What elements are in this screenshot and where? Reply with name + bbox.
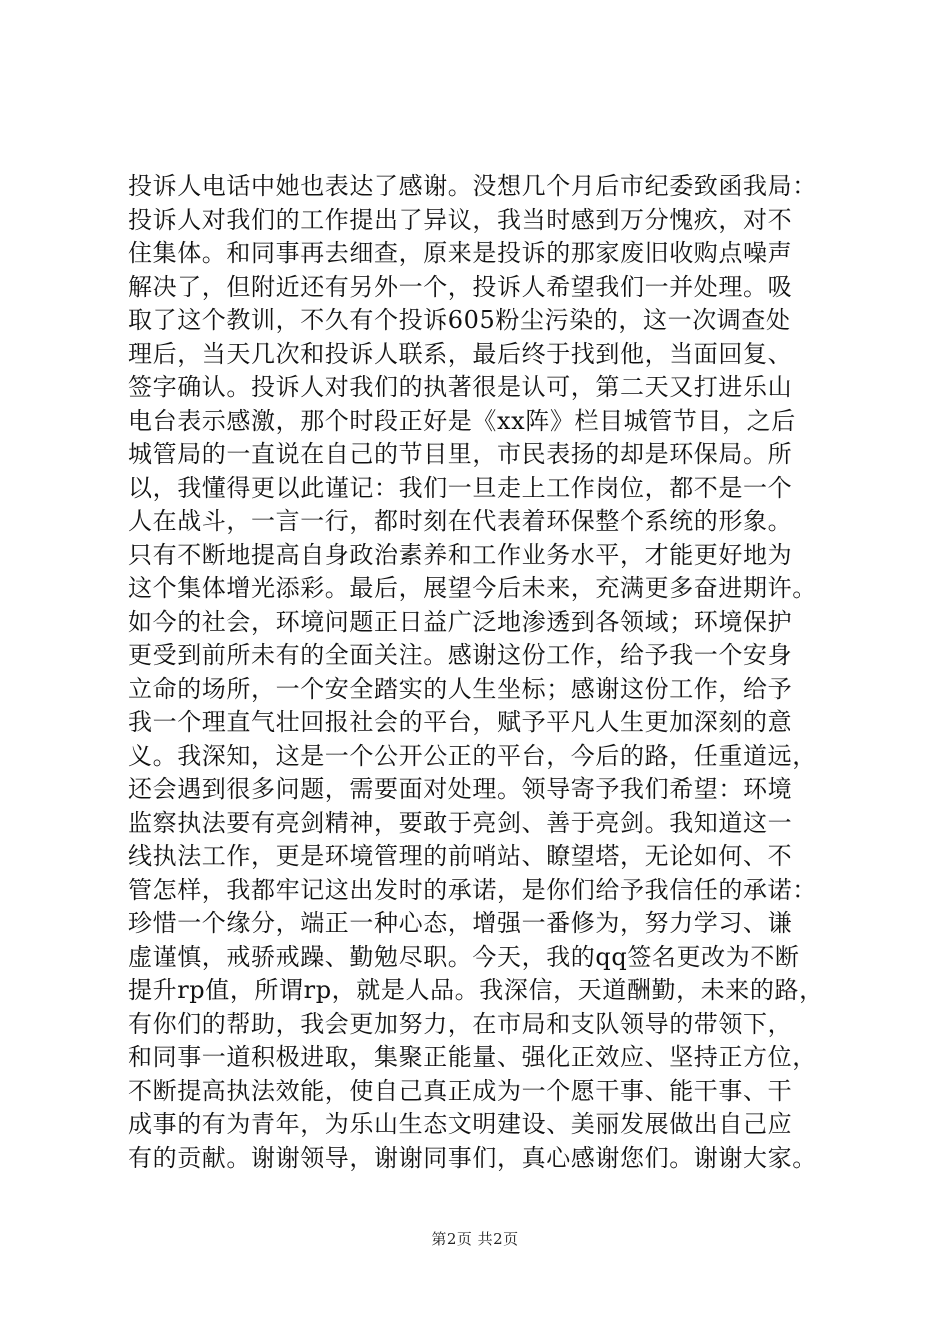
text-line: 以，我懂得更以此谨记：我们一旦走上工作岗位，都不是一个 (128, 473, 793, 502)
text-line: 取了这个教训，不久有个投诉605粉尘污染的，这一次调查处 (128, 306, 791, 334)
text-line: 立命的场所，一个安全踏实的人生坐标；感谢这份工作，给予 (128, 674, 793, 703)
text-line: 投诉人对我们的工作提出了异议，我当时感到万分愧疚，对不 (128, 205, 793, 234)
text-line: 人在战斗，一言一行，都时刻在代表着环保整个系统的形象。 (128, 507, 793, 535)
text-line: 珍惜一个缘分，端正一种心态，增强一番修为，努力学习、谦 (128, 909, 793, 937)
page-footer: 第2页 共2页 (431, 1230, 519, 1248)
text-line: 有的贡献。谢谢领导，谢谢同事们，真心感谢您们。谢谢大家。 (128, 1143, 817, 1172)
text-line: 签字确认。投诉人对我们的执著很是认可，第二天又打进乐山 (128, 373, 793, 401)
text-line: 线执法工作，更是环境管理的前哨站、瞭望塔，无论如何、不 (128, 842, 793, 870)
text-line: 这个集体增光添彩。最后，展望今后未来，充满更多奋进期许。 (128, 574, 817, 602)
text-line: 如今的社会，环境问题正日益广泛地渗透到各领域；环境保护 (128, 607, 793, 636)
text-line: 住集体。和同事再去细查，原来是投诉的那家废旧收购点噪声 (128, 239, 793, 267)
text-line: 不断提高执法效能，使自己真正成为一个愿干事、能干事、干 (128, 1076, 793, 1105)
text-line: 城管局的一直说在自己的节目里，市民表扬的却是环保局。所 (128, 440, 793, 468)
text-line: 管怎样，我都牢记这出发时的承诺，是你们给予我信任的承诺： (128, 875, 817, 904)
body-paragraph (128, 170, 848, 1175)
text-line: 我一个理直气壮回报社会的平台，赋予平凡人生更加深刻的意 (128, 708, 793, 736)
text-line: 和同事一道积极进取，集聚正能量、强化正效应、坚持正方位， (128, 1043, 817, 1071)
text-line: 监察执法要有亮剑精神，要敢于亮剑、善于亮剑。我知道这一 (128, 808, 793, 837)
text-line: 只有不断地提高自身政治素养和工作业务水平，才能更好地为 (128, 540, 793, 569)
text-line: 还会遇到很多问题，需要面对处理。领导寄予我们希望：环境 (128, 775, 793, 803)
text-line: 虚谨慎，戒骄戒躁、勤勉尽职。今天，我的qq签名更改为不断 (128, 942, 800, 971)
text-line: 更受到前所未有的全面关注。感谢这份工作，给予我一个安身 (128, 641, 793, 669)
text-line: 电台表示感激，那个时段正好是《xx阵》栏目城管节目，之后 (128, 406, 796, 435)
text-line: 理后，当天几次和投诉人联系，最后终于找到他，当面回复、 (128, 339, 793, 368)
text-line: 提升rp值，所谓rp，就是人品。我深信，天道酬勤，未来的路， (128, 976, 824, 1004)
text-line: 义。我深知，这是一个公开公正的平台，今后的路，任重道远， (128, 741, 817, 770)
text-line: 投诉人电话中她也表达了感谢。没想几个月后市纪委致函我局： (128, 172, 817, 200)
text-line: 成事的有为青年，为乐山生态文明建设、美丽发展做出自己应 (128, 1110, 793, 1138)
text-line: 解决了，但附近还有另外一个，投诉人希望我们一并处理。吸 (128, 272, 793, 301)
text-line: 有你们的帮助，我会更加努力，在市局和支队领导的带领下， (128, 1009, 793, 1038)
